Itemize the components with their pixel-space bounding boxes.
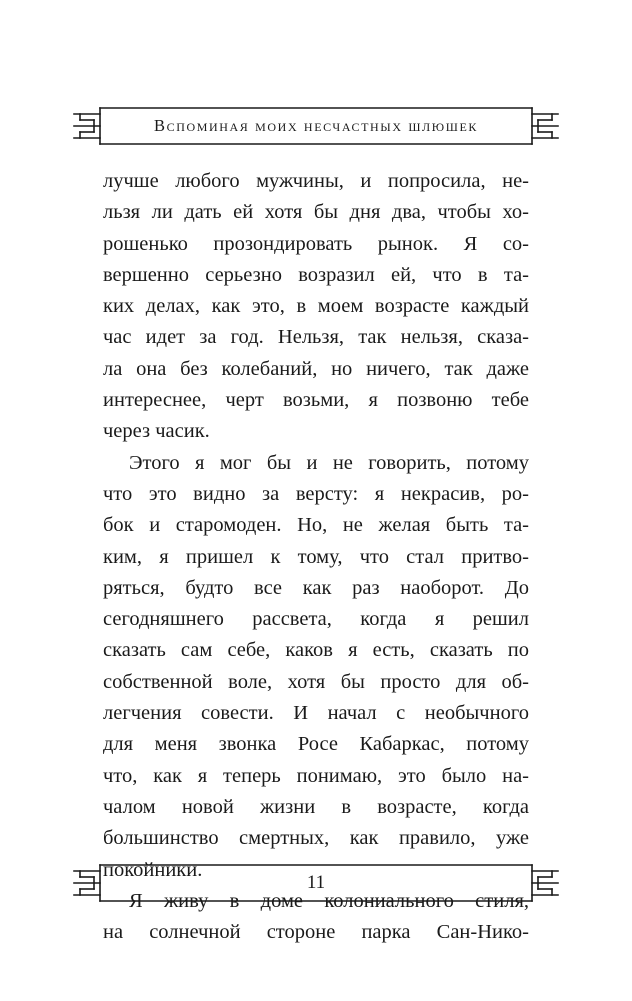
text-line: для меня звонка Росе Кабаркас, потому <box>103 733 529 756</box>
text-line: большинство смертных, как правило, уже <box>103 827 529 850</box>
text-line: бок и старомоден. Но, не желая быть та- <box>103 514 529 537</box>
running-header <box>74 106 558 146</box>
body-text <box>103 166 529 948</box>
text-line: вершенно серьезно возразил ей, что в та- <box>103 263 529 286</box>
text-line: покойники. <box>103 858 203 881</box>
text-line: рошенько прозондировать рынок. Я со- <box>103 232 529 255</box>
text-line: ких делах, как это, в моем возрасте каждый <box>103 295 529 318</box>
text-line: что это видно за версту: я некрасив, ро- <box>103 482 529 505</box>
text-line: собственной воле, хотя бы просто для об- <box>103 670 529 693</box>
text-line: через часик. <box>103 420 210 443</box>
text-line: час идет за год. Нельзя, так нельзя, сказа- <box>103 326 529 349</box>
running-footer <box>74 863 558 903</box>
text-line: ряться, будто все как раз наоборот. До <box>103 576 529 599</box>
page-number: 11 <box>306 872 326 893</box>
text-line: сказать сам себе, каков я есть, сказать по <box>103 639 529 662</box>
text-line: сегодняшнего рассвета, когда я решил <box>103 608 529 631</box>
text-line: на солнечной стороне парка Сан-Нико- <box>103 921 529 944</box>
text-line: льзя ли дать ей хотя бы дня два, чтобы хо- <box>103 201 529 224</box>
text-line: что, как я теперь понимаю, это было на- <box>103 764 529 787</box>
text-line: Этого я мог бы и не говорить, потому <box>129 451 529 474</box>
text-line: легчения совести. И начал с необычного <box>103 702 529 725</box>
text-line: Я живу в доме колониального стиля, <box>129 889 529 912</box>
text-line: ким, я пришел к тому, что стал притво- <box>103 545 529 568</box>
text-line: лучше любого мужчины, и попросила, не- <box>103 170 529 192</box>
text-line: ла она без колебаний, но ничего, так даже <box>103 357 529 380</box>
text-line: чалом новой жизни в возрасте, когда <box>103 795 529 818</box>
running-title: Вспоминая моих несчастных шлюшек <box>154 116 478 135</box>
text-line: интереснее, черт возьми, я позвоню тебе <box>103 389 529 412</box>
